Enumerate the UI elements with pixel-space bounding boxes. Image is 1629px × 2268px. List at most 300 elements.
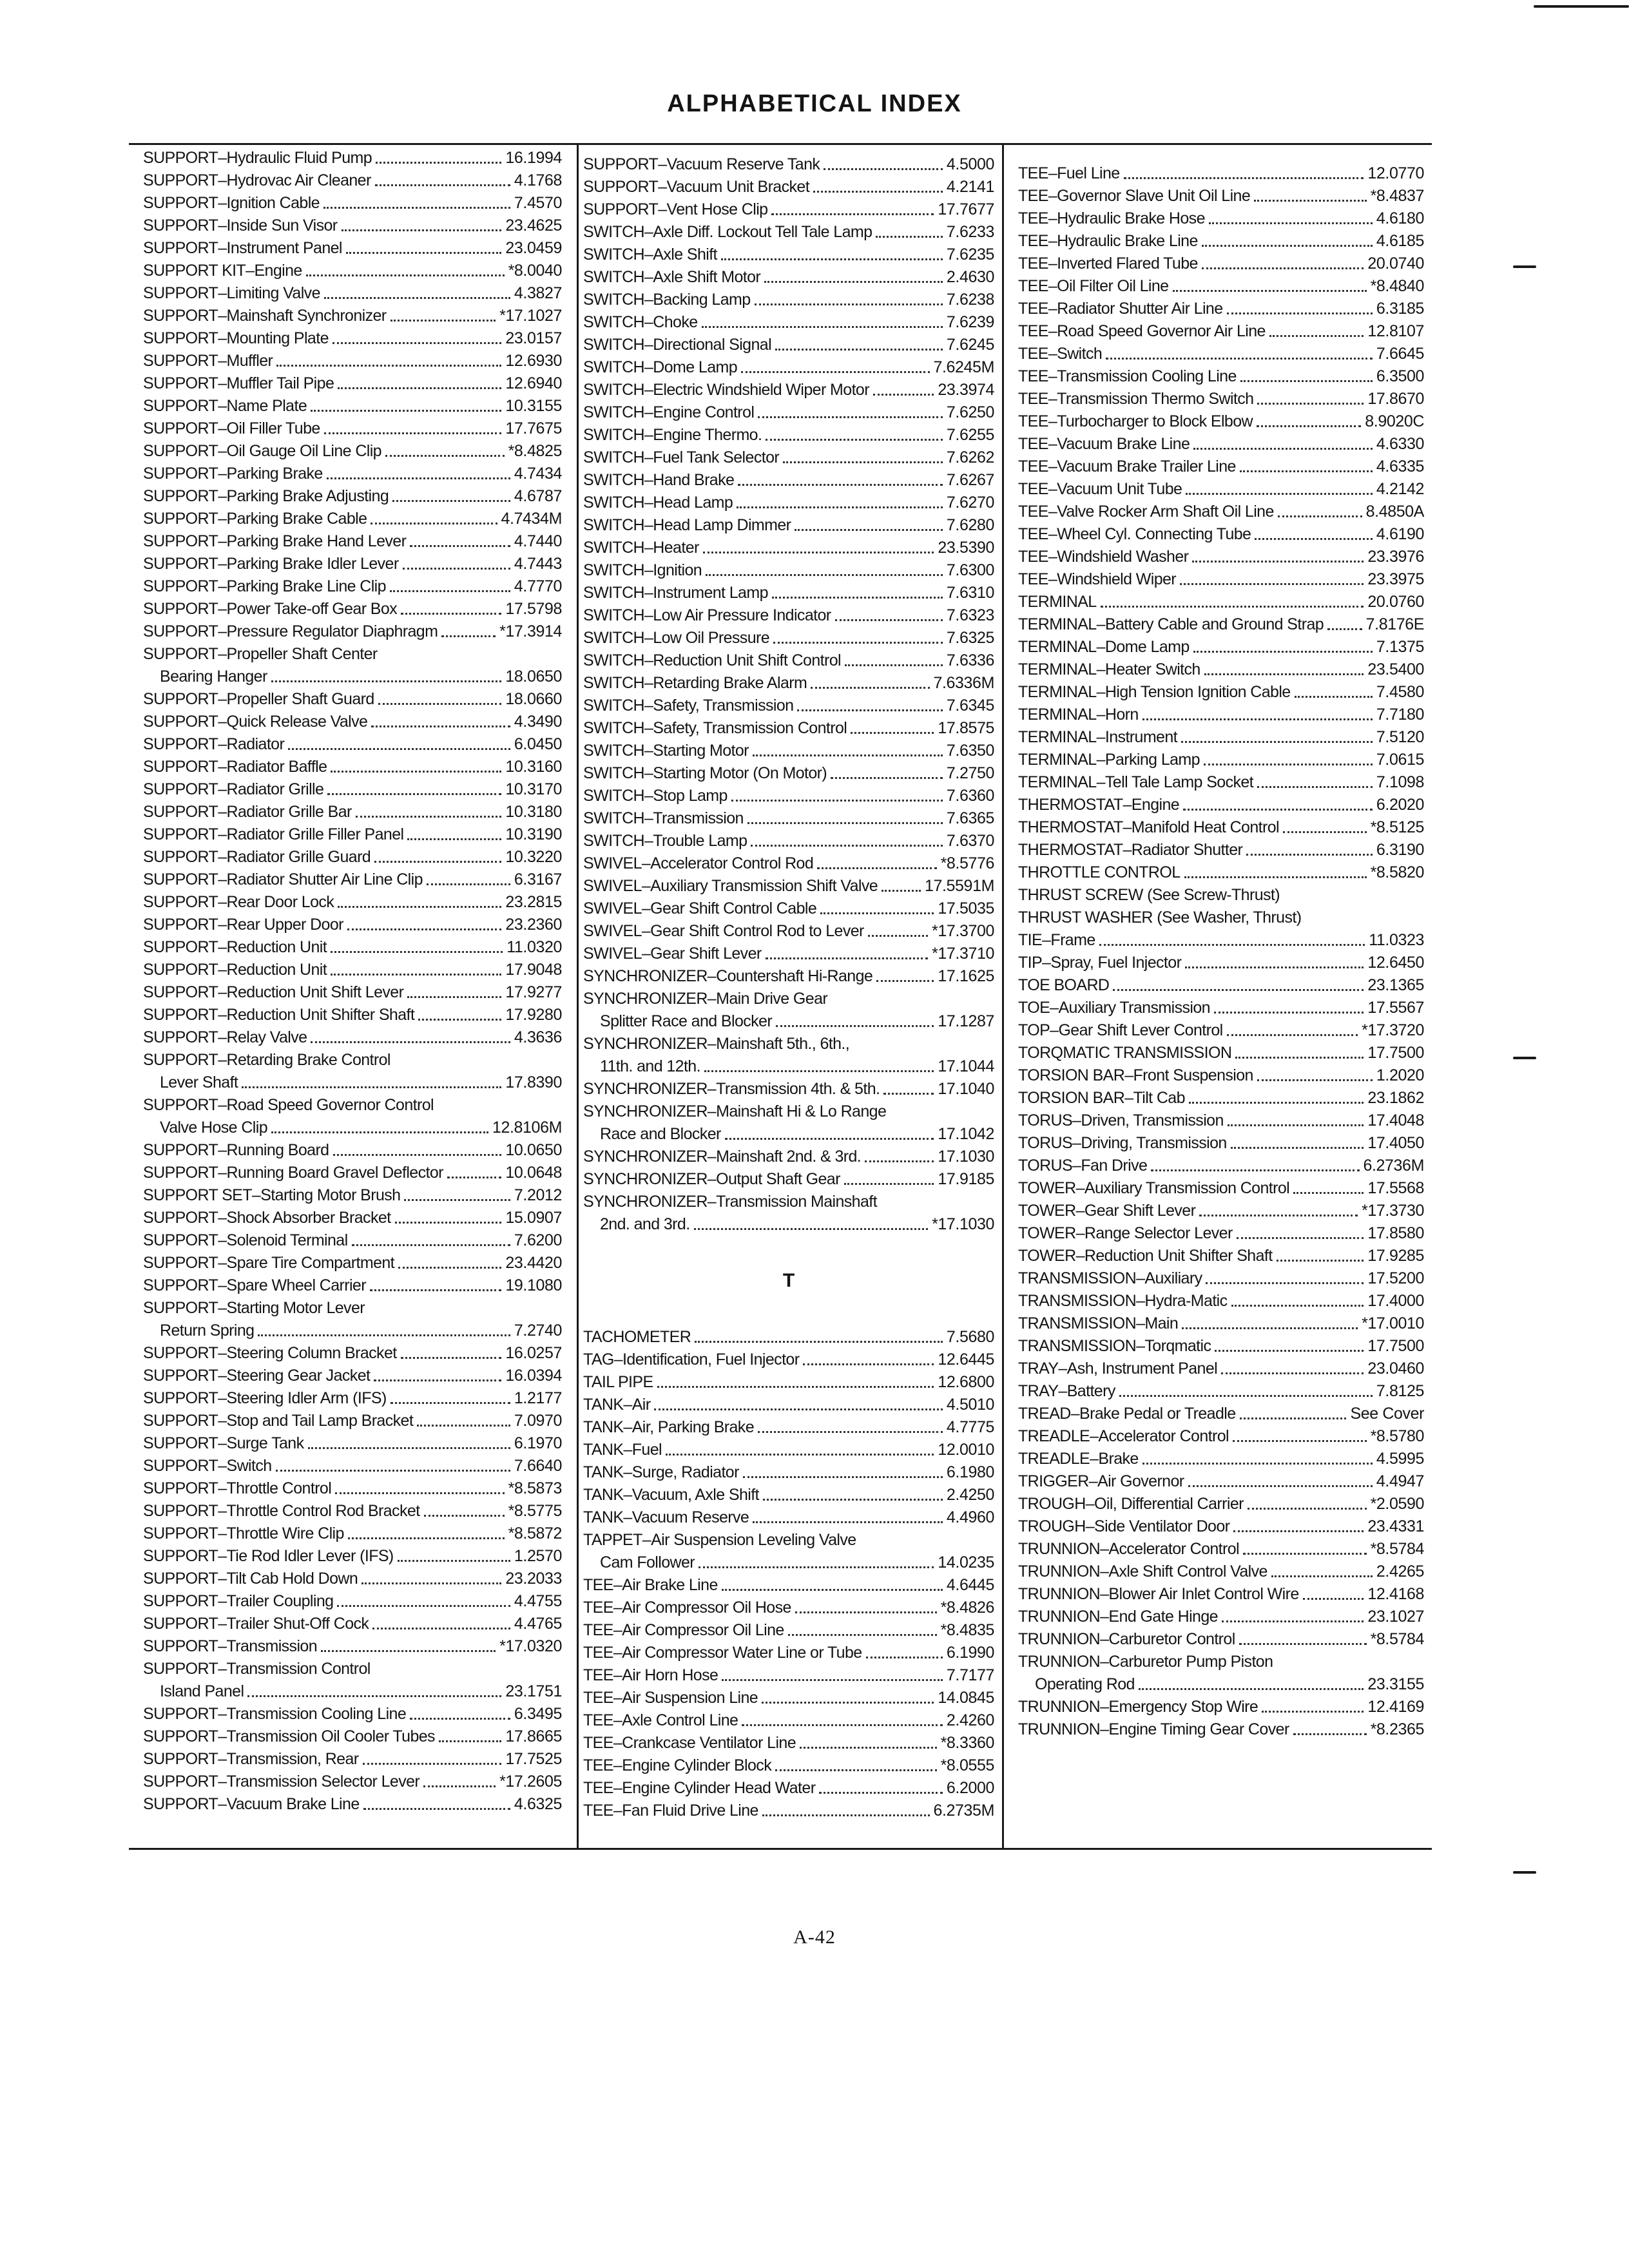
index-entry [583,1123,994,1146]
entry-label: TROUGH–Side Ventilator Door [1018,1517,1230,1535]
dot-leader [306,274,505,276]
entry-reference: 7.6200 [514,1231,562,1249]
index-entry [1018,1290,1424,1312]
entry-label: TANK–Air, Parking Brake [583,1418,755,1436]
entry-reference: 17.7500 [1367,1337,1424,1355]
entry-label: THERMOSTAT–Manifold Heat Control [1018,818,1279,836]
dot-leader [845,664,943,666]
entry-reference: 6.3185 [1376,300,1424,318]
entry-reference: 17.4000 [1367,1292,1424,1310]
dot-leader [742,1724,943,1726]
entry-label: TORUS–Driving, Transmission [1018,1134,1227,1152]
dot-leader [390,590,510,592]
entry-reference: 7.4570 [514,194,562,212]
entry-reference: 6.3495 [514,1705,562,1723]
index-entry [583,1506,994,1529]
entry-label: Operating Rod [1035,1675,1135,1693]
entry-reference: 17.7677 [938,200,994,218]
index-entry [583,1619,994,1642]
index-entry [583,1326,994,1349]
index-entry [1018,749,1424,771]
index-entry [583,424,994,447]
entry-reference: 17.1030 [938,1148,994,1166]
entry-reference: *8.4840 [1370,277,1424,295]
entry-reference: 2.4260 [946,1711,994,1729]
dot-leader [1257,403,1364,405]
index-entry [583,1394,994,1416]
dot-leader [1255,538,1373,540]
entry-label: TEE–Inverted Flared Tube [1018,255,1198,273]
index-entry [583,447,994,469]
dot-leader [831,777,943,779]
index-entry [583,1687,994,1709]
dot-leader [271,1131,488,1133]
dot-leader [385,455,505,457]
dot-leader [338,387,501,389]
entry-reference: *17.3710 [932,945,994,963]
spacer [583,1236,994,1258]
dot-leader [731,800,943,802]
index-entry [143,418,562,440]
entry-label: TREADLE–Brake [1018,1450,1139,1468]
index-entry [1018,884,1424,907]
entry-label: SUPPORT–Vacuum Brake Line [143,1795,360,1813]
index-entry [143,1365,562,1387]
index-entry [1018,388,1424,410]
entry-label: TAG–Identification, Fuel Injector [583,1350,800,1369]
entry-reference: *8.5775 [508,1502,562,1520]
entry-label: TANK–Air [583,1396,651,1414]
entry-label: TRUNNION–End Gate Hinge [1018,1608,1218,1626]
entry-reference: 6.3500 [1376,367,1424,385]
entry-label: SUPPORT–Propeller Shaft Center [143,645,378,663]
index-entry [583,1416,994,1439]
index-entry [143,711,562,733]
entry-label: SUPPORT–Switch [143,1457,272,1475]
dot-leader [371,523,497,524]
dot-leader [398,1267,501,1269]
entry-label: TRIGGER–Air Governor [1018,1472,1184,1490]
entry-label: TEE–Windshield Washer [1018,548,1189,566]
entry-reference: *8.5873 [508,1479,562,1497]
dot-leader [882,890,921,892]
entry-reference: 1.2020 [1376,1066,1424,1084]
entry-label: TEE–Fuel Line [1018,164,1120,182]
index-entry [583,717,994,740]
dot-leader [1277,1260,1364,1262]
dot-leader [347,928,502,930]
index-entry [583,176,994,198]
entry-label: SUPPORT–Transmission Control [143,1660,371,1678]
index-entry [1018,1245,1424,1267]
index-entry [143,575,562,598]
dot-leader [766,439,943,441]
index-entry [1018,1448,1424,1470]
index-entry [583,334,994,356]
entry-reference: 7.7180 [1376,706,1424,724]
index-entry [1018,1673,1424,1696]
entry-label: SUPPORT–Spare Wheel Carrier [143,1276,366,1294]
entry-label: TEE–Hydraulic Brake Hose [1018,209,1205,227]
dot-leader [654,1408,942,1410]
index-entry [583,1484,994,1506]
entry-reference: 6.1980 [946,1463,994,1481]
entry-label: SWITCH–Head Lamp Dimmer [583,516,791,534]
entry-label: SUPPORT–Transmission [143,1637,318,1655]
entry-reference: 23.4331 [1367,1517,1424,1535]
dot-leader [741,371,929,373]
index-entry [583,1055,994,1078]
entry-label: SUPPORT–Oil Gauge Oil Line Clip [143,442,381,460]
index-entry [143,305,562,327]
entry-reference: 12.0770 [1367,164,1424,182]
dot-leader [788,1634,937,1636]
index-entry [583,1033,994,1055]
dot-leader [803,1363,934,1365]
dot-leader [378,703,502,705]
dot-leader [398,1560,510,1562]
dot-leader [1228,1124,1364,1126]
entry-reference: 16.0394 [505,1367,562,1385]
dot-leader [1257,1079,1373,1081]
entry-reference: 7.6245 [946,336,994,354]
entry-label: SUPPORT–Transmission, Rear [143,1750,359,1768]
entry-reference: 7.6640 [514,1457,562,1475]
dot-leader [883,1093,934,1095]
entry-reference: 7.6350 [946,742,994,760]
entry-label: TEE–Axle Control Line [583,1711,738,1729]
index-entry [583,289,994,311]
dot-leader [813,191,943,193]
entry-reference: 12.4169 [1367,1698,1424,1716]
entry-label: SWITCH–Axle Shift Motor [583,268,761,286]
entry-reference: 7.6325 [946,629,994,647]
entry-label: SUPPORT KIT–Engine [143,262,302,280]
entry-label: SYNCHRONIZER–Output Shaft Gear [583,1170,840,1188]
entry-label: SUPPORT–Radiator Grille Guard [143,848,371,866]
dot-leader [747,822,943,824]
index-entry [1018,1064,1424,1087]
index-entry [143,440,562,463]
index-entry [143,169,562,192]
entry-label: TOP–Gear Shift Lever Control [1018,1021,1223,1039]
entry-label: Valve Hose Clip [160,1119,268,1137]
index-entry [1018,1177,1424,1200]
entry-reference: 4.6445 [946,1576,994,1594]
dot-leader [795,1611,937,1613]
dot-leader [1142,1463,1373,1465]
entry-label: SYNCHRONIZER–Transmission 4th. & 5th. [583,1080,880,1098]
entry-label: SUPPORT–Transmission Selector Lever [143,1773,420,1791]
dot-leader [702,326,943,328]
index-entry [143,688,562,711]
index-entry [1018,704,1424,726]
entry-reference: 11.0323 [1369,931,1424,949]
entry-reference: 11.0320 [506,938,562,956]
entry-reference: 23.3975 [1367,570,1424,588]
entry-reference: 7.6280 [946,516,994,534]
index-entry [143,756,562,778]
index-entry [583,379,994,401]
entry-label: 11th. and 12th. [600,1057,700,1075]
dot-leader [439,1740,501,1742]
entry-label: SUPPORT–Limiting Valve [143,284,320,302]
entry-label: TIE–Frame [1018,931,1095,949]
index-entry [583,469,994,492]
dot-leader [1202,267,1364,269]
entry-reference: 17.1287 [938,1012,994,1030]
index-entry [1018,1267,1424,1290]
entry-label: SWITCH–Axle Shift [583,245,717,264]
entry-reference: 12.6445 [938,1350,994,1369]
entry-reference: *8.4837 [1370,187,1424,205]
index-entry [143,1297,562,1320]
entry-reference: *2.0590 [1370,1495,1424,1513]
dot-leader [1186,493,1373,495]
dot-leader [1269,335,1364,337]
entry-reference: 10.3180 [505,803,562,821]
index-entry [1018,726,1424,749]
entry-reference: 7.6336M [933,674,994,692]
entry-label: TEE–Fan Fluid Drive Line [583,1802,758,1820]
dot-leader [817,867,936,869]
dot-leader [868,935,928,937]
dot-leader [321,1650,496,1652]
dot-leader [1119,1395,1373,1397]
entry-reference: 7.7177 [946,1666,994,1684]
index-entry [143,869,562,891]
index-entry [143,1320,562,1342]
entry-reference: 23.1862 [1367,1089,1424,1107]
entry-reference: 2.4630 [946,268,994,286]
index-entry [143,1049,562,1072]
dot-leader [356,816,502,818]
entry-label: TEE–Windshield Wiper [1018,570,1177,588]
entry-label: SUPPORT–Parking Brake Cable [143,510,367,528]
index-entry [1018,207,1424,230]
entry-label: TERMINAL–Horn [1018,706,1139,724]
index-entry [1018,1651,1424,1673]
dot-leader [1293,1733,1367,1735]
entry-label: SUPPORT–Hydraulic Fluid Pump [143,149,372,167]
index-entry [143,1274,562,1297]
index-entry [1018,658,1424,681]
dot-leader [401,613,501,615]
entry-label: SUPPORT–Shock Absorber Bracket [143,1209,391,1227]
entry-reference: 20.0740 [1367,255,1424,273]
entry-reference: 23.3155 [1367,1675,1424,1693]
dot-leader [758,416,943,418]
index-entry [143,1432,562,1455]
entry-label: TANK–Vacuum Reserve [583,1508,749,1526]
entry-reference: 17.9285 [1367,1247,1424,1265]
dot-leader [1246,854,1373,856]
dot-leader [1183,809,1373,811]
dot-leader [865,1160,934,1162]
entry-label: TERMINAL–Dome Lamp [1018,638,1190,656]
entry-reference: 7.6250 [946,403,994,421]
dot-leader [390,320,496,322]
entry-label: TRAY–Battery [1018,1382,1115,1400]
dot-leader [1189,1102,1364,1104]
entry-label: SWITCH–Backing Lamp [583,291,751,309]
dot-leader [333,1154,502,1156]
dot-leader [1278,515,1362,517]
dot-leader [657,1386,934,1388]
entry-reference: 17.5035 [938,899,994,918]
entry-reference: 10.3190 [505,825,562,843]
entry-label: SUPPORT–Parking Brake Idler Lever [143,555,399,573]
index-entry [143,1771,562,1793]
index-entry [583,740,994,762]
dot-leader [753,1521,943,1523]
index-entry [143,1613,562,1635]
index-entry [583,762,994,785]
entry-label: TEE–Vacuum Unit Tube [1018,480,1182,498]
dot-leader [417,1425,510,1427]
entry-label: SWITCH–Instrument Lamp [583,584,768,602]
entry-label: TEE–Transmission Cooling Line [1018,367,1237,385]
entry-label: TRUNNION–Carburetor Control [1018,1630,1235,1648]
index-entry [1018,1561,1424,1583]
dot-leader [1106,358,1373,360]
index-entry [583,1168,994,1191]
index-entry [583,672,994,695]
entry-reference: 2.4265 [1376,1562,1424,1581]
dot-leader [352,1244,510,1246]
index-entry [143,147,562,169]
entry-label: TORUS–Fan Drive [1018,1157,1148,1175]
margin-mark [1513,1057,1536,1059]
entry-label: SWITCH–Engine Control [583,403,755,421]
index-entry [583,1754,994,1777]
index-entry [143,372,562,395]
dot-leader [743,1476,943,1478]
dot-leader [1184,876,1367,878]
entry-reference: *8.4835 [940,1621,994,1639]
index-entry [1018,1470,1424,1493]
dot-leader [758,1431,943,1433]
index-entry [1018,952,1424,974]
dot-leader [390,1402,510,1404]
dot-leader [361,1582,501,1584]
entry-reference: 7.6267 [946,471,994,489]
dot-leader [247,1695,501,1697]
dot-leader [721,258,943,260]
dot-leader [1101,606,1364,608]
dot-leader [835,619,943,621]
index-entry [1018,1019,1424,1042]
index-entry [583,1078,994,1100]
dot-leader [311,1041,510,1043]
index-entry [143,1635,562,1658]
entry-label: SYNCHRONIZER–Main Drive Gear [583,990,828,1008]
index-column-2 [583,153,994,1822]
index-entry [143,643,562,666]
dot-leader [371,726,510,727]
entry-reference: 7.1098 [1376,773,1424,791]
index-entry [143,1523,562,1545]
dot-leader [873,394,934,396]
entry-reference: 7.6360 [946,787,994,805]
entry-label: SWITCH–Starting Motor [583,742,749,760]
entry-label: TEE–Radiator Shutter Air Line [1018,300,1223,318]
entry-reference: 4.6787 [514,487,562,505]
dot-leader [1293,1192,1364,1194]
index-entry [143,1477,562,1500]
entry-label: Race and Blocker [600,1125,721,1143]
entry-reference: 2.4250 [946,1486,994,1504]
dot-leader [374,861,501,863]
entry-label: SYNCHRONIZER–Mainshaft Hi & Lo Range [583,1102,887,1120]
dot-leader [1248,1508,1367,1510]
entry-label: TRUNNION–Emergency Stop Wire [1018,1698,1258,1716]
index-entry [1018,365,1424,388]
entry-label: TORQMATIC TRANSMISSION [1018,1044,1232,1062]
dot-leader [1231,1147,1364,1149]
dot-leader [762,1702,934,1704]
entry-reference: 4.7440 [514,532,562,550]
dot-leader [327,477,510,479]
index-entry [143,1658,562,1680]
index-entry [1018,1312,1424,1335]
dot-leader [1233,1530,1364,1532]
entry-label: SUPPORT–Radiator Baffle [143,758,327,776]
entry-label: TACHOMETER [583,1328,691,1346]
dot-leader [763,1499,943,1501]
index-entry [143,282,562,305]
entry-reference: *8.5872 [508,1524,562,1542]
entry-reference: *8.5820 [1370,863,1424,881]
dot-leader [695,1341,943,1343]
entry-reference: 12.6800 [938,1373,994,1391]
index-entry [583,1191,994,1213]
index-entry [143,1072,562,1094]
entry-reference: 10.3220 [505,848,562,866]
entry-label: SUPPORT–Vacuum Unit Bracket [583,178,810,196]
entry-reference: 6.0450 [514,735,562,753]
entry-reference: 12.6930 [505,352,562,370]
entry-reference: 4.1768 [514,171,562,189]
index-entry [1018,1087,1424,1110]
entry-label: TEE–Air Compressor Water Line or Tube [583,1644,862,1662]
dot-leader [427,883,510,885]
entry-reference: 23.1751 [505,1682,562,1700]
index-entry [143,1545,562,1568]
entry-reference: *17.0320 [499,1637,562,1655]
dot-leader [308,1447,510,1449]
entry-label: SUPPORT–Radiator Grille Bar [143,803,352,821]
index-entry [583,1371,994,1394]
dot-leader [1240,380,1373,382]
entry-reference: 23.2360 [505,916,562,934]
entry-reference: 17.5200 [1367,1269,1424,1287]
entry-label: TRANSMISSION–Hydra-Matic [1018,1292,1228,1310]
index-entry [583,1213,994,1236]
entry-reference: 17.9048 [505,961,562,979]
index-entry [143,260,562,282]
entry-label: SUPPORT–Ignition Cable [143,194,320,212]
index-entry [583,1664,994,1687]
dot-leader [242,1086,501,1088]
entry-reference: 17.8665 [505,1727,562,1745]
entry-label: SWITCH–Transmission [583,809,744,827]
index-entry [143,1184,562,1207]
dot-leader [335,1492,504,1494]
entry-reference: 17.5591M [925,877,994,895]
entry-reference: 23.4420 [505,1254,562,1272]
index-entry [1018,501,1424,523]
